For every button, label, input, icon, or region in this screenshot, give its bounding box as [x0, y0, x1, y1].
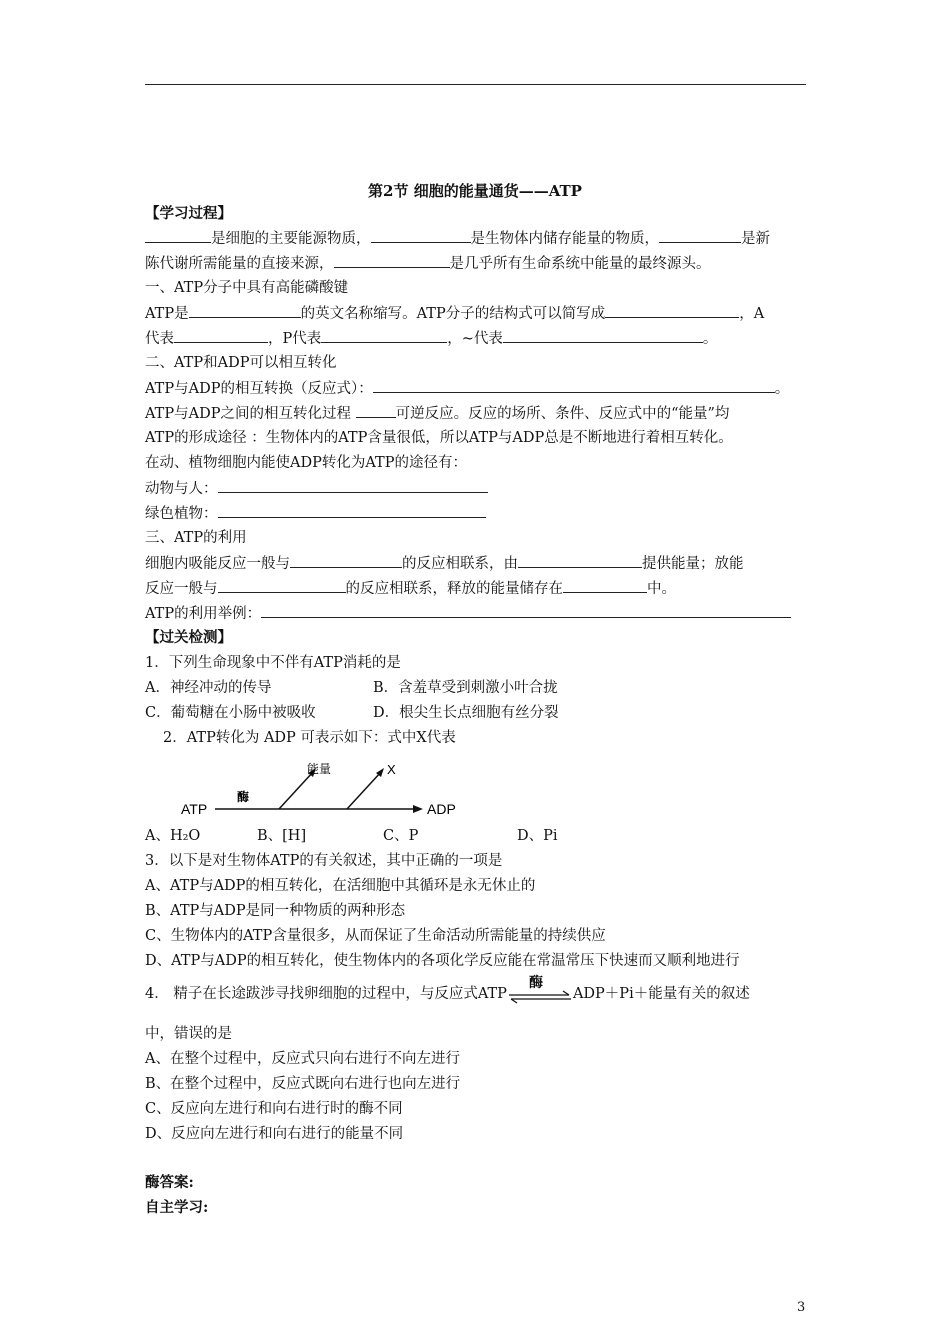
- page-title: 第2节 细胞的能量通货——ATP: [368, 182, 582, 200]
- q3-option-b[interactable]: B、ATP与ADP是同一种物质的两种形态: [145, 903, 406, 919]
- q4-option-d[interactable]: D、反应向左进行和向右进行的能量不同: [145, 1126, 404, 1142]
- diagram-enzyme-label: 酶: [237, 790, 250, 804]
- learning-heading: 【学习过程】: [145, 205, 232, 222]
- animals-line: 动物与人：: [145, 478, 488, 499]
- part1-line-2: 代表 ，P代表 ，~代表 。: [145, 328, 717, 349]
- diagram-x-label: X: [387, 762, 396, 777]
- q1-option-a[interactable]: A．神经冲动的传导: [145, 680, 272, 696]
- q2-options: [145, 826, 558, 846]
- diagram-energy-label: 能量: [307, 762, 332, 776]
- q1-options-row-1: [145, 678, 558, 698]
- q2-option-b[interactable]: B、[H]: [257, 828, 307, 844]
- part2-line-3: ATP的形成途径 ：生物体内的ATP含量很低，所以ATP与ADP总是不断地进行着相互转化。: [145, 430, 733, 446]
- blank[interactable]: [321, 328, 447, 343]
- q1-stem: 1．下列生命现象中不伴有ATP消耗的是: [145, 655, 401, 671]
- q2-stem: 2．ATP转化为 ADP 可表示如下：式中X代表: [163, 730, 456, 746]
- q4-stem: 4． 精子在长途跋涉寻找卵细胞的过程中，与反应式ATP 酶 ADP＋Pi＋能量有关的叙述: [145, 975, 750, 1002]
- blank[interactable]: [503, 328, 703, 343]
- part3-heading: 三、ATP的利用: [145, 530, 247, 546]
- q2-option-a[interactable]: A、H₂O: [145, 828, 201, 844]
- page-number: 3: [797, 1300, 806, 1315]
- blank[interactable]: [218, 578, 346, 593]
- blank[interactable]: [218, 503, 486, 518]
- reaction-arrow-head: [413, 805, 423, 813]
- reaction-enzyme-label: 酶: [528, 975, 543, 991]
- blank[interactable]: [290, 553, 402, 568]
- blank[interactable]: [518, 553, 642, 568]
- q1-options-row-2: [145, 703, 559, 723]
- test-heading: 【过关检测】: [145, 629, 232, 646]
- q3-option-c[interactable]: C、生物体内的ATP含量很多，从而保证了生命活动所需能量的持续供应: [145, 928, 606, 944]
- blank[interactable]: [371, 228, 471, 243]
- q4-option-c[interactable]: C、反应向左进行和向右进行时的酶不同: [145, 1101, 403, 1117]
- part3-line-3: ATP的利用举例：: [145, 603, 791, 624]
- energy-arrow-line: [279, 772, 313, 809]
- blank[interactable]: [218, 478, 488, 493]
- blank[interactable]: [334, 253, 450, 268]
- intro-line-2: 陈代谢所需能量的直接来源， 是几乎所有生命系统中能量的最终源头。: [145, 253, 711, 274]
- blank[interactable]: [145, 228, 211, 243]
- q2-option-d[interactable]: D、Pi: [517, 828, 558, 844]
- q4-option-a[interactable]: A、在整个过程中，反应式只向右进行不向左进行: [145, 1051, 460, 1067]
- blank[interactable]: [659, 228, 741, 243]
- blank[interactable]: [261, 603, 791, 618]
- part1-heading: 一、ATP分子中具有高能磷酸键: [145, 280, 349, 296]
- part2-heading: 二、ATP和ADP可以相互转化: [145, 355, 337, 371]
- q1-option-c[interactable]: C．葡萄糖在小肠中被吸收: [145, 705, 316, 721]
- q1-option-b[interactable]: B．含羞草受到刺激小叶合拢: [373, 680, 558, 696]
- diagram-atp-label: ATP: [181, 801, 208, 817]
- part3-line-2: 反应一般与 的反应相联系，释放的能量储存在 中。: [145, 578, 676, 599]
- q4-stem-line-2: 中，错误的是: [145, 1026, 232, 1042]
- reversible-reaction-arrow: [507, 975, 573, 1003]
- part2-line-4: 在动、植物细胞内能使ADP转化为ATP的途径有：: [145, 455, 467, 471]
- part3-line-1: 细胞内吸能反应一般与 的反应相联系，由 提供能量；放能: [145, 553, 744, 574]
- plants-line: 绿色植物：: [145, 503, 486, 524]
- part2-line-2: ATP与ADP之间的相互转化过程 可逆反应。反应的场所、条件、反应式中的“能量”均: [145, 403, 729, 424]
- header-rule: [145, 84, 806, 85]
- diagram-adp-label: ADP: [427, 801, 456, 817]
- x-arrow-line: [347, 772, 381, 809]
- intro-line-1: 是细胞的主要能源物质， 是生物体内储存能量的物质， 是新: [145, 228, 770, 249]
- blank[interactable]: [174, 328, 268, 343]
- blank[interactable]: [189, 303, 301, 318]
- blank[interactable]: [356, 403, 396, 418]
- q1-option-d[interactable]: D．根尖生长点细胞有丝分裂: [373, 705, 559, 721]
- q3-option-d[interactable]: D、ATP与ADP的相互转化，使生物体内的各项化学反应能在常温常压下快速而又顺利地进行: [145, 953, 740, 969]
- q2-option-c[interactable]: C、P: [383, 828, 419, 844]
- blank[interactable]: [563, 578, 647, 593]
- part2-line-1: ATP与ADP的相互转换（反应式）： 。: [145, 378, 789, 399]
- answers-heading: 酶答案:: [145, 1174, 194, 1191]
- q3-option-a[interactable]: A、ATP与ADP的相互转化，在活细胞中其循环是永无休止的: [145, 878, 536, 894]
- blank[interactable]: [373, 378, 775, 393]
- q4-option-b[interactable]: B、在整个过程中，反应式既向右进行也向左进行: [145, 1076, 461, 1092]
- q3-stem: 3．以下是对生物体ATP的有关叙述，其中正确的一项是: [145, 853, 503, 869]
- part1-line-1: ATP是 的英文名称缩写。ATP分子的结构式可以简写成 ，A: [145, 303, 764, 324]
- blank[interactable]: [605, 303, 739, 318]
- self-study-heading: 自主学习:: [145, 1199, 209, 1216]
- atp-adp-diagram: [175, 760, 465, 825]
